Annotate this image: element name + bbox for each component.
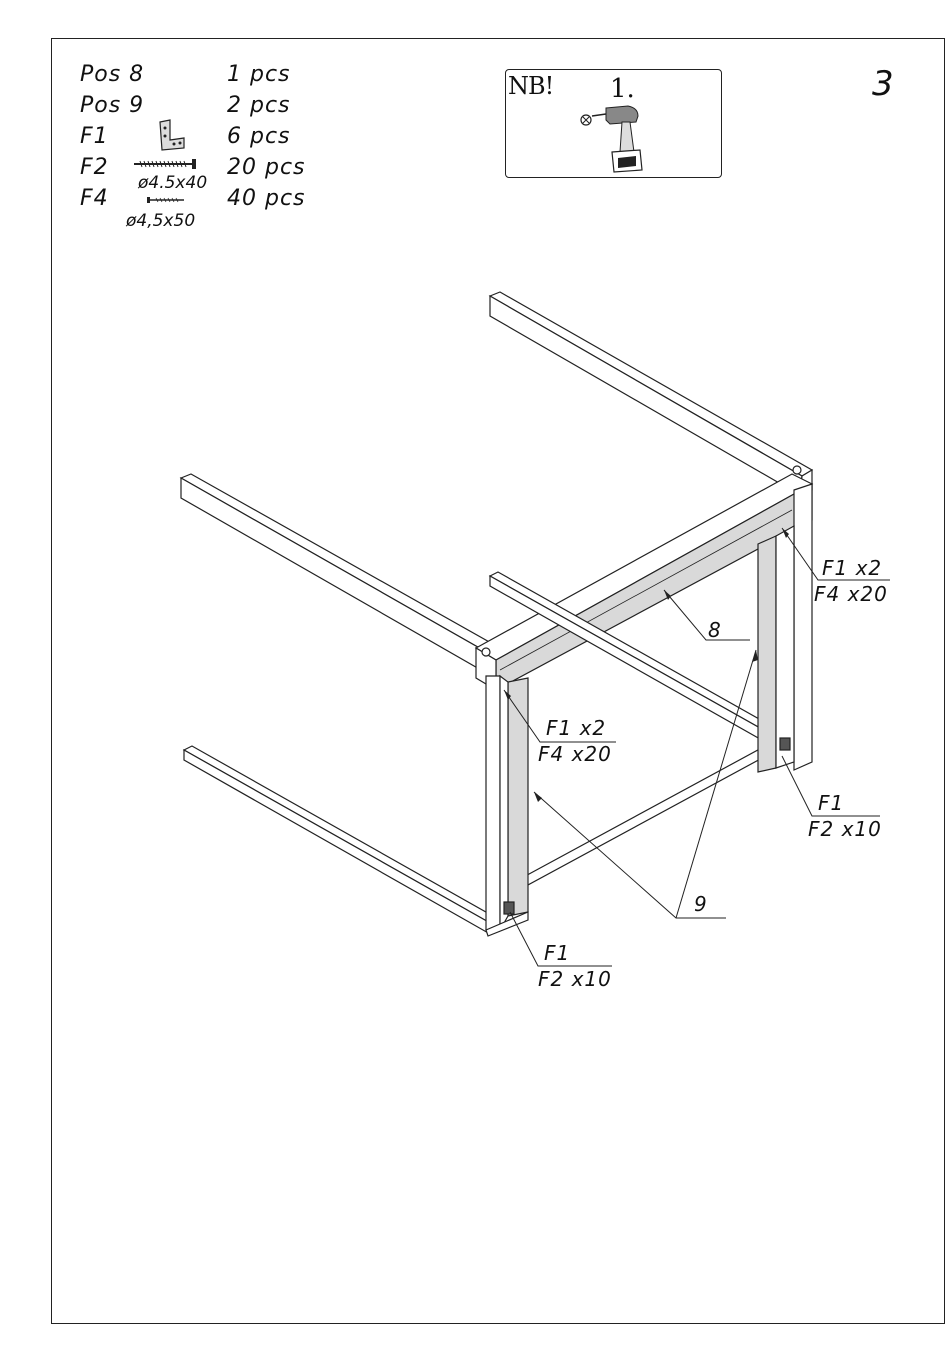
part-code: F1 <box>80 124 109 149</box>
callout-part-9: 9 <box>694 892 708 916</box>
leg-9 <box>758 536 776 772</box>
part-qty: 1 pcs <box>227 62 291 87</box>
part-code: F2 <box>80 155 109 180</box>
callout-left-mid-bracket: F1 x2 <box>546 716 607 740</box>
rail-top <box>490 292 812 476</box>
part-qty: 40 pcs <box>227 186 306 211</box>
callout-left-bottom-bracket: F1 <box>544 941 571 965</box>
leg-outer <box>794 484 812 770</box>
nb-label: NB! <box>508 72 554 100</box>
leg-9 <box>508 678 528 916</box>
leg-side <box>776 526 794 768</box>
callout-right-bottom-screws: F2 x10 <box>808 817 882 841</box>
part-code: Pos 9 <box>80 93 145 118</box>
part-code: F4 <box>80 186 109 211</box>
callout-left-bottom-screws: F2 x10 <box>538 967 612 991</box>
nb-step-number: 1. <box>610 74 635 104</box>
part-qty: 6 pcs <box>227 124 291 149</box>
callout-right-top-screws: F4 x20 <box>814 582 888 606</box>
rail-side <box>184 750 492 934</box>
callout-left-mid-screws: F4 x20 <box>538 742 612 766</box>
page-number: 3 <box>872 64 894 104</box>
leg-outer <box>486 676 500 930</box>
rail-side <box>490 296 802 495</box>
rail-side <box>181 478 490 674</box>
callout-part-8: 8 <box>708 618 722 642</box>
callout-right-top-bracket: F1 x2 <box>822 556 883 580</box>
part-dimension: ø4.5x40 <box>138 173 208 193</box>
rail-top <box>184 746 500 924</box>
leg-side <box>500 676 508 930</box>
part-dimension: ø4,5x50 <box>126 211 196 231</box>
part-qty: 20 pcs <box>227 155 306 180</box>
callout-right-bottom-bracket: F1 <box>818 791 845 815</box>
part-code: Pos 8 <box>80 62 145 87</box>
part-qty: 2 pcs <box>227 93 291 118</box>
rail-top <box>181 474 500 654</box>
